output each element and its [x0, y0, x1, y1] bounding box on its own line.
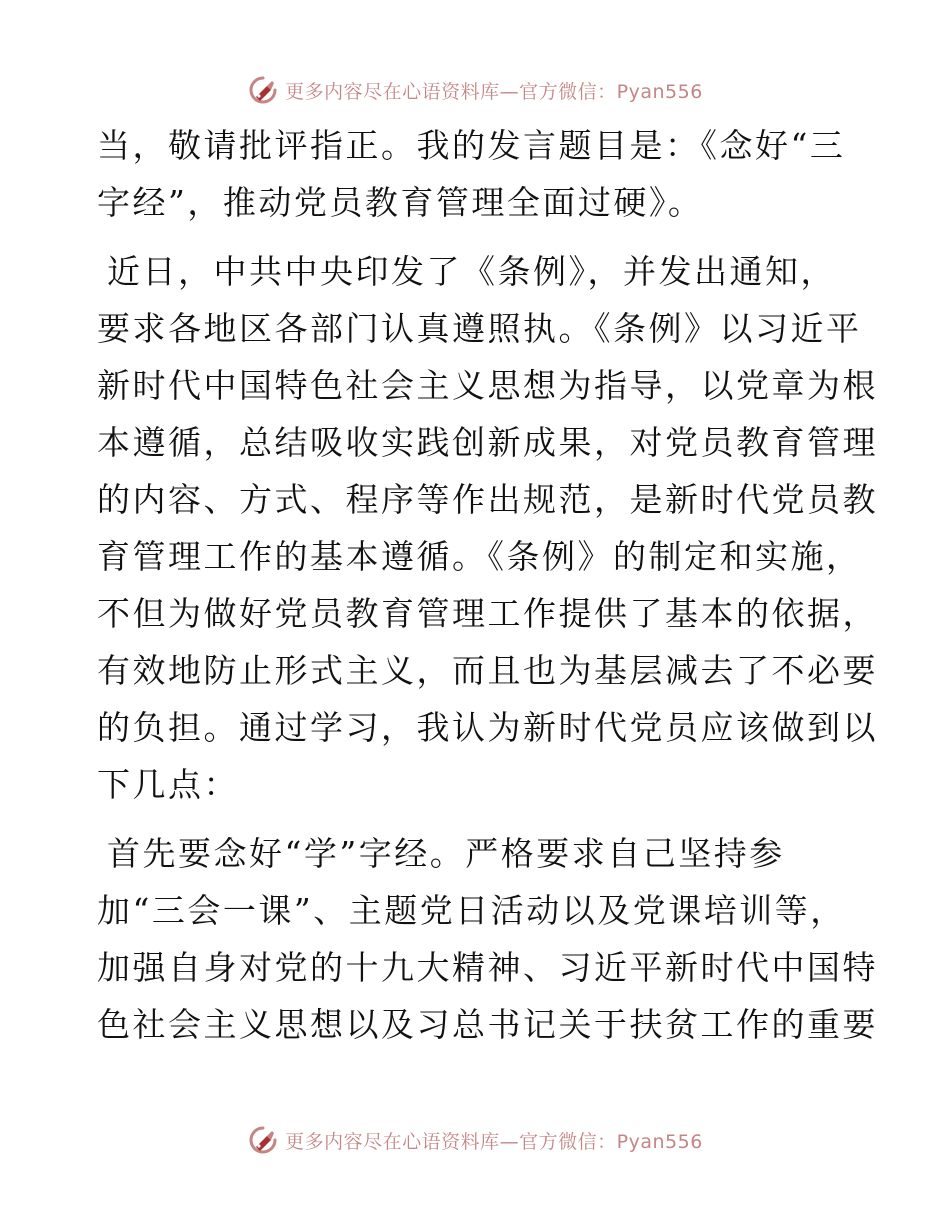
text-line: 下几点： — [97, 765, 239, 804]
pen-nib-swirl-icon — [247, 74, 279, 106]
watermark-text: 更多内容尽在心语资料库—官方微信：Pyan556 — [285, 80, 703, 103]
text-line: 育管理工作的基本遵循。《条例》的制定和实施， — [97, 537, 862, 576]
text-line: 加强自身对党的十九大精神、习近平新时代中国特 — [97, 948, 878, 987]
text-line: 首先要念好“学”字经。严格要求自己坚持参 — [107, 834, 785, 873]
footer-watermark — [0, 1120, 950, 1160]
document-body — [97, 117, 878, 1065]
pen-nib-swirl-icon — [247, 1124, 279, 1156]
text-line: 色社会主义思想以及习总书记关于扶贫工作的重要 — [97, 1005, 878, 1044]
text-line: 的内容、方式、程序等作出规范，是新时代党员教 — [97, 480, 878, 519]
text-line: 不但为做好党员教育管理工作提供了基本的依据， — [97, 594, 878, 633]
text-line: 近日，中共中央印发了《条例》，并发出通知， — [107, 252, 836, 291]
paragraph-2 — [97, 243, 878, 813]
watermark-text: 更多内容尽在心语资料库—官方微信：Pyan556 — [285, 1130, 703, 1153]
text-line: 新时代中国特色社会主义思想为指导，以党章为根 — [97, 366, 878, 405]
text-line: 字经”，推动党员教育管理全面过硬》。 — [97, 183, 704, 222]
text-line: 本遵循，总结吸收实践创新成果，对党员教育管理 — [97, 423, 878, 462]
text-line: 有效地防止形式主义，而且也为基层减去了不必要 — [97, 651, 878, 690]
header-watermark — [0, 70, 950, 110]
paragraph-3 — [97, 825, 878, 1053]
text-line: 要求各地区各部门认真遵照执。《条例》以习近平 — [97, 309, 862, 348]
text-line: 的负担。通过学习，我认为新时代党员应该做到以 — [97, 708, 878, 747]
paragraph-1 — [97, 117, 857, 231]
text-line: 加“三会一课”、主题党日活动以及党课培训等， — [97, 891, 846, 930]
text-line: 当，敬请批评指正。我的发言题目是：《念好“三 — [97, 126, 846, 165]
